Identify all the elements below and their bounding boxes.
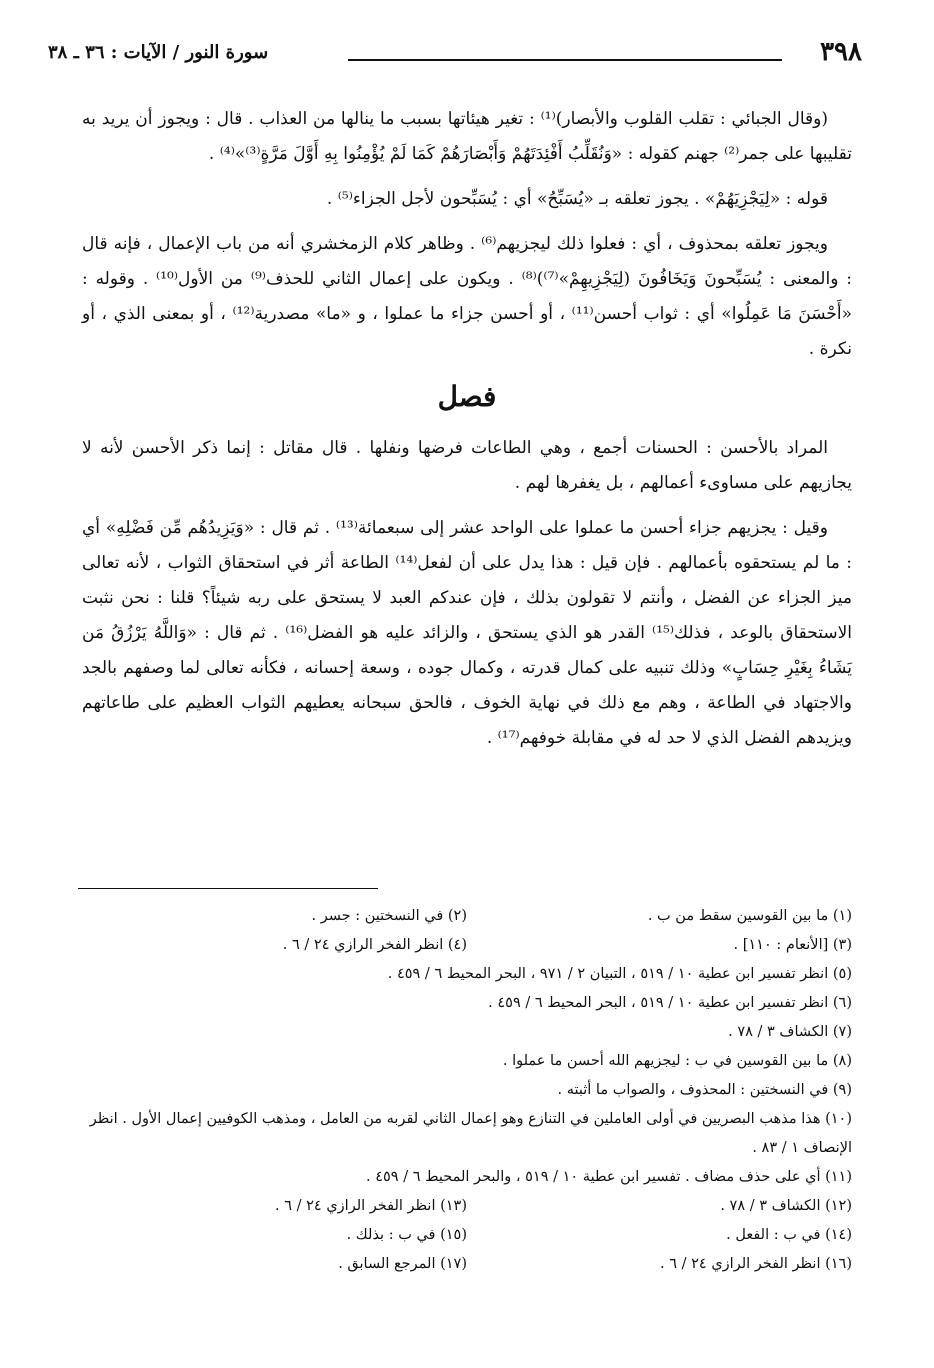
footnote: (١٧) المرجع السابق .	[338, 1256, 467, 1272]
paragraph: المراد بالأحسن : الحسنات أجمع ، وهي الطاعات فرضها ونفلها . قال مقاتل : إنما ذكر الأحسن لأنه لا يجازيهم على مساوىء أعمالهم ، بل يغفرها لهم .	[82, 438, 852, 493]
footnote: (٢) في النسختين : جسر .	[311, 908, 467, 924]
footnote: (١٣) انظر الفخر الرازي ٢٤ / ٦ .	[275, 1198, 467, 1214]
footnote: (٩) في النسختين : المحذوف ، والصواب ما أثبته .	[557, 1082, 852, 1098]
footnote-row	[82, 902, 852, 931]
footnote-row	[82, 1221, 852, 1250]
footnotes	[82, 902, 852, 1279]
footnote: (١٢) الكشاف ٣ / ٧٨ .	[720, 1198, 852, 1214]
page-header	[48, 34, 862, 74]
footnote-row	[82, 931, 852, 960]
running-title: سورة النور / الآيات : ٣٦ ـ ٣٨	[48, 42, 269, 63]
footnote: (٧) الكشاف ٣ / ٧٨ .	[728, 1024, 852, 1040]
footnote-row	[82, 1250, 852, 1279]
paragraph: وقيل : يجزيهم جزاء أحسن ما عملوا على الواحد عشر إلى سبعمائة⁽¹³⁾ . ثم قال : «وَيَزِيدُهُم مِّن فَضْلِهِ» أي : ما لم يستحقوه بأعمالهم . فإن قيل : هذا يدل على أن لفعل⁽¹⁴⁾ الطاعة أثر في استحقاق الثواب ، لأنه تعالى ميز الجزاء عن الفضل ، وأنتم لا تقولون بذلك ، فإن عندكم العبد لا يستحق على ربه شيئاً؟ قلنا : نحن نثبت الاستحقاق بالوعد ، فذلك⁽¹⁵⁾ القدر هو الذي يستحق ، والزائد عليه هو الفضل⁽¹⁶⁾ . ثم قال : «وَاللَّهُ يَرْزُقُ مَن يَشَاءُ بِغَيْرِ حِسَابٍ» وذلك تنبيه على كمال قدرته ، وكمال جوده ، وسعة إحسانه ، فكأنه تعالى لما وصفهم بالجد والاجتهاد في الطاعة ، وهم مع ذلك في نهاية الخوف ، فالحق سبحانه يعطيهم الثواب العظيم على طاعاتهم ويزيدهم الفضل الذي لا حد له في مقابلة خوفهم⁽¹⁷⁾ .	[82, 518, 852, 748]
footnote-row	[82, 1192, 852, 1221]
footnote: (٨) ما بين القوسين في ب : ليجزيهم الله أحسن ما عملوا .	[502, 1053, 852, 1069]
footnote: (١١) أي على حذف مضاف . تفسير ابن عطية ١٠ / ٥١٩ ، والبحر المحيط ٦ / ٤٥٩ .	[366, 1169, 852, 1185]
footnote: (١٤) في ب : الفعل .	[726, 1227, 852, 1243]
footnote: (٦) انظر تفسير ابن عطية ١٠ / ٥١٩ ، البحر المحيط ٦ / ٤٥٩ .	[488, 995, 852, 1011]
main-text	[82, 102, 852, 766]
footnote: (٥) انظر تفسير ابن عطية ١٠ / ٥١٩ ، التبيان ٢ / ٩٧١ ، البحر المحيط ٦ / ٤٥٩ .	[387, 966, 852, 982]
footnote: (١) ما بين القوسين سقط من ب .	[647, 908, 852, 924]
footnote: (٤) انظر الفخر الرازي ٢٤ / ٦ .	[282, 937, 467, 953]
section-heading: فصل	[437, 380, 497, 413]
footnote-separator	[78, 888, 378, 889]
paragraph: (وقال الجبائي : تقلب القلوب والأبصار)⁽¹⁾ : تغير هيئاتها بسبب ما ينالها من العذاب . قال : ويجوز أن يريد به تقليبها على جمر⁽²⁾ جهنم كقوله : «وَنُقَلِّبُ أَفْئِدَتَهُمْ وَأَبْصَارَهُمْ كَمَا لَمْ يُؤْمِنُوا بِهِ أَوَّلَ مَرَّةٍ⁽³⁾»⁽⁴⁾ .	[82, 109, 852, 164]
footnote: (٣) [الأنعام : ١١٠] .	[733, 937, 852, 953]
paragraph: ويجوز تعلقه بمحذوف ، أي : فعلوا ذلك ليجزيهم⁽⁶⁾ . وظاهر كلام الزمخشري أنه من باب الإعمال ، فإنه قال : والمعنى : يُسَبِّحونَ وَيَخَافُونَ (لِيَجْزِيهِمْ»⁽⁷⁾)⁽⁸⁾ . ويكون على إعمال الثاني للحذف⁽⁹⁾ من الأول⁽¹⁰⁾ . وقوله : «أَحْسَنَ مَا عَمِلُوا» أي : ثواب أحسن⁽¹¹⁾ ، أو أحسن جزاء ما عملوا ، و «ما» مصدرية⁽¹²⁾ ، أو بمعنى الذي ، أو نكرة .	[82, 234, 852, 359]
footnote: (١٥) في ب : بذلك .	[346, 1227, 467, 1243]
page-number: ٣٩٨	[820, 37, 862, 67]
footnote: (١٠) هذا مذهب البصريين في أولى العاملين في التنازع وهو إعمال الثاني لقربه من العامل ، ومذهب الكوفيين إعمال الأول . انظر الإنصاف ١ / ٨٣ .	[89, 1111, 852, 1156]
header-rule	[348, 59, 782, 61]
paragraph: قوله : «لِيَجْزِيَهُمْ» . يجوز تعلقه بـ «يُسَبِّحُ» أي : يُسَبِّحون لأجل الجزاء⁽⁵⁾ .	[326, 189, 828, 209]
footnote: (١٦) انظر الفخر الرازي ٢٤ / ٦ .	[660, 1256, 852, 1272]
